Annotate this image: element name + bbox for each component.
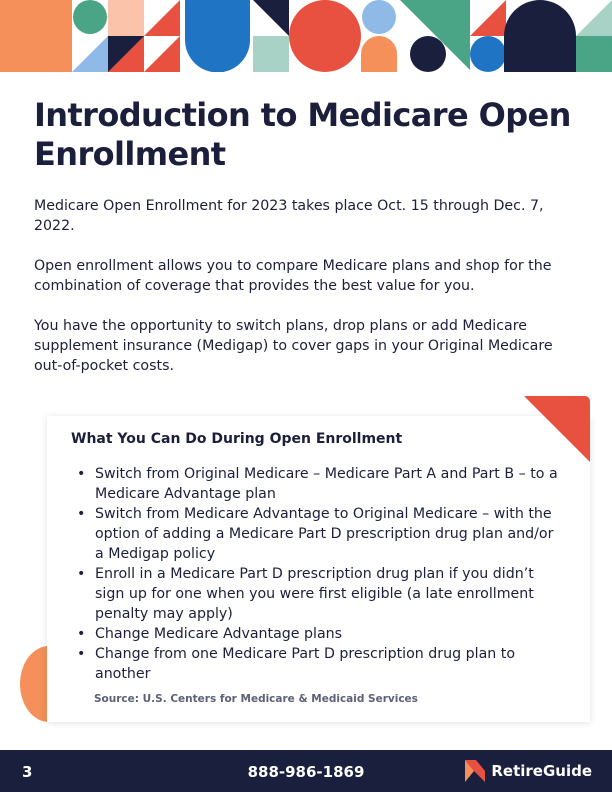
- list-item-text: Change from one Medicare Part D prescription drug plan to another: [95, 646, 516, 682]
- intro-paragraph-options: You have the opportunity to switch plans, drop plans or add Medicare supplement insurance (Medigap) to cover gaps in your Original Medicare out-of-pocket costs.: [34, 318, 553, 374]
- page-footer: [0, 750, 612, 792]
- page-title: Introduction to Medicare Open Enrollment: [34, 96, 571, 173]
- retireguide-logo-icon: [465, 760, 485, 782]
- list-item-text: Enroll in a Medicare Part D prescription drug plan if you didn’t sign up for one when you were first eligible (a late enrollment penalty may apply): [95, 566, 534, 622]
- corner-triangle-icon: [524, 396, 590, 462]
- decorative-banner: [0, 0, 612, 72]
- callout-box: [47, 416, 590, 722]
- bullet-icon: •: [77, 466, 86, 482]
- intro-paragraph-compare: Open enrollment allows you to compare Medicare plans and shop for the combination of coverage that provides the best value for you.: [34, 258, 552, 294]
- brand-logo[interactable]: [465, 760, 592, 782]
- bullet-icon: •: [77, 626, 86, 642]
- list-item: [71, 504, 561, 564]
- list-item: [71, 464, 561, 504]
- callout-list: [71, 464, 561, 684]
- list-item: [71, 644, 561, 684]
- list-item: [71, 624, 561, 644]
- list-item: [71, 564, 561, 624]
- bullet-icon: •: [77, 506, 86, 522]
- list-item-text: Change Medicare Advantage plans: [95, 626, 343, 642]
- bullet-icon: •: [77, 646, 86, 662]
- brand-name: RetireGuide: [491, 762, 592, 780]
- callout-heading: What You Can Do During Open Enrollment: [71, 431, 403, 447]
- list-item-text: Switch from Medicare Advantage to Original Medicare – with the option of adding a Medicare Part D prescription drug plan and/or a Medigap policy: [95, 506, 554, 562]
- source-citation: Source: U.S. Centers for Medicare & Medicaid Services: [94, 693, 418, 705]
- page-number: 3: [22, 763, 33, 781]
- phone-number-link[interactable]: 888-986-1869: [247, 763, 365, 781]
- bullet-icon: •: [77, 566, 86, 582]
- list-item-text: Switch from Original Medicare – Medicare Part A and Part B – to a Medicare Advantage plan: [95, 466, 558, 502]
- geometric-pattern: [0, 0, 612, 72]
- intro-paragraph-dates: Medicare Open Enrollment for 2023 takes place Oct. 15 through Dec. 7, 2022.: [34, 198, 544, 234]
